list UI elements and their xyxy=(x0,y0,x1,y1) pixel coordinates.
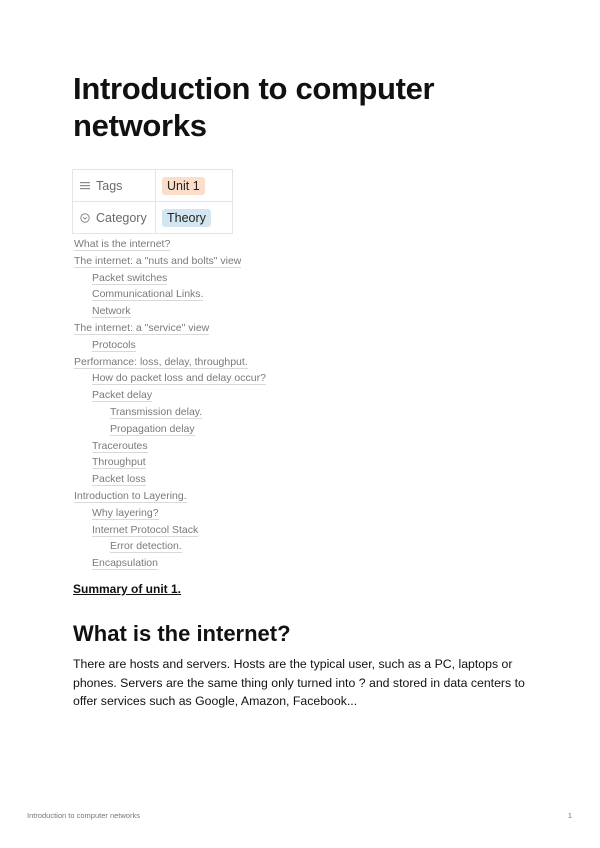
section-paragraph: There are hosts and servers. Hosts are the typical user, such as a PC, laptops or phones. Servers are the same thing only turned into ? and stored in data centers to offer services such as Google, Amazon, Facebook... xyxy=(73,657,525,708)
summary-link[interactable]: Summary of unit 1. xyxy=(73,582,182,596)
toc-item[interactable]: Performance: loss, delay, throughput. xyxy=(74,355,248,368)
toc-item[interactable]: Communicational Links. xyxy=(92,288,204,301)
property-name: Tags xyxy=(96,178,123,193)
properties-table xyxy=(72,169,233,234)
toc-item[interactable]: Encapsulation xyxy=(92,557,158,570)
property-row-tags xyxy=(73,170,233,202)
page-number: 1 xyxy=(567,811,572,820)
toc-item[interactable]: Throughput xyxy=(92,456,146,469)
property-name: Category xyxy=(96,210,147,225)
toc-item[interactable]: Introduction to Layering. xyxy=(74,489,187,502)
footer-title: Introduction to computer networks xyxy=(27,811,140,820)
toc-item[interactable]: Protocols xyxy=(92,338,136,351)
toc-item[interactable]: Propagation delay xyxy=(110,422,195,435)
toc-item[interactable]: Internet Protocol Stack xyxy=(92,523,199,536)
section-heading: What is the internet? xyxy=(73,621,291,646)
tag-badge[interactable]: Unit 1 xyxy=(162,177,205,195)
toc-item[interactable]: Error detection. xyxy=(110,540,182,553)
property-row-category xyxy=(73,202,233,234)
select-icon xyxy=(79,212,90,223)
toc-item[interactable]: Why layering? xyxy=(92,506,159,519)
page-title: Introduction to computer networks xyxy=(73,71,435,143)
toc-item[interactable]: How do packet loss and delay occur? xyxy=(92,372,266,385)
toc-item[interactable]: Packet loss xyxy=(92,473,146,486)
toc-item[interactable]: The internet: a "service" view xyxy=(74,321,210,334)
category-badge[interactable]: Theory xyxy=(162,209,211,227)
list-icon xyxy=(79,180,90,191)
toc-item[interactable]: Transmission delay. xyxy=(110,405,203,418)
toc-item[interactable]: What is the internet? xyxy=(74,238,171,250)
toc-item[interactable]: Packet delay xyxy=(92,389,153,402)
table-of-contents xyxy=(74,236,266,572)
toc-item[interactable]: The internet: a "nuts and bolts" view xyxy=(74,254,242,267)
toc-item[interactable]: Packet switches xyxy=(92,271,168,284)
toc-item[interactable]: Network xyxy=(92,305,131,318)
toc-item[interactable]: Traceroutes xyxy=(92,439,148,452)
